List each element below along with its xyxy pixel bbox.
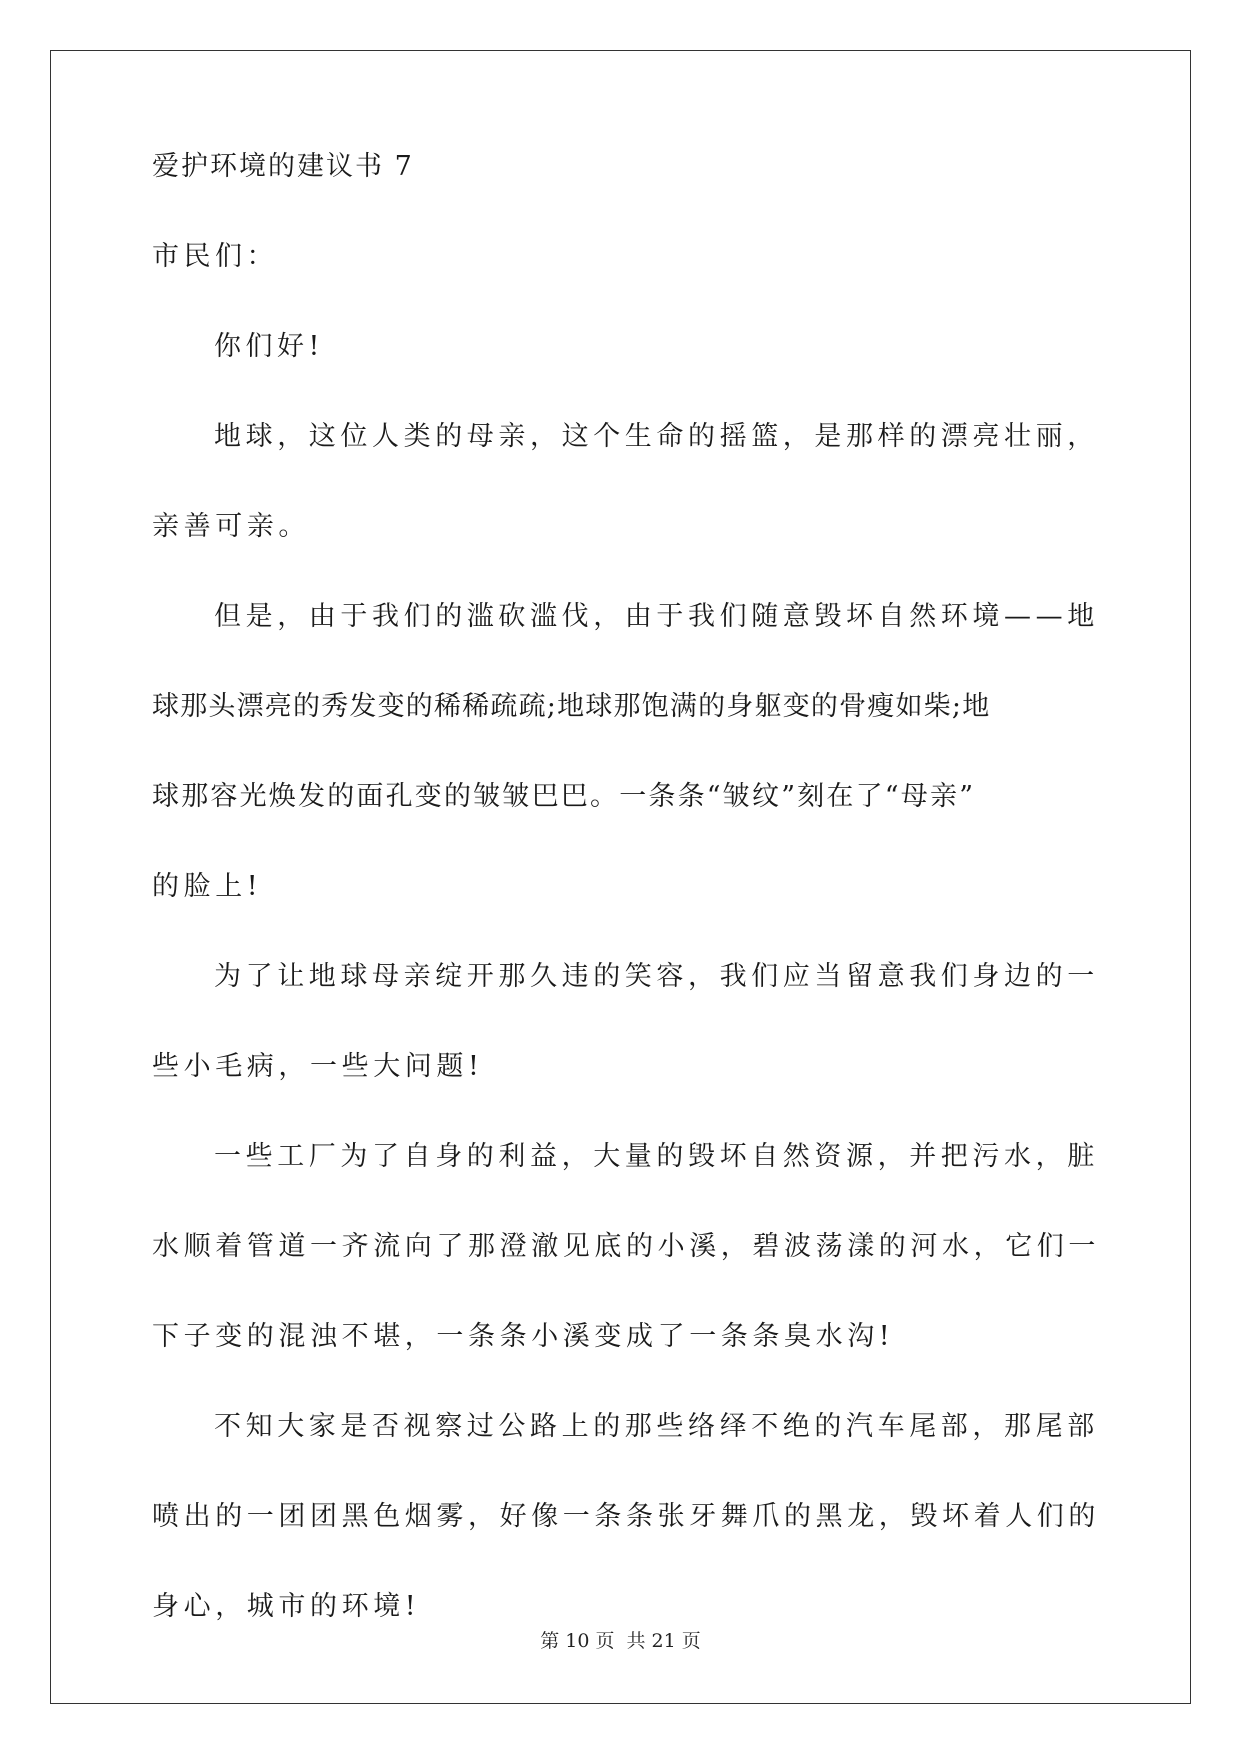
page-total: 共 21 页: [626, 1630, 701, 1652]
paragraph-line: 亲善可亲。: [152, 511, 310, 542]
paragraph-line: 水顺着管道一齐流向了那澄澈见底的小溪，碧波荡漾的河水，它们一: [152, 1231, 1100, 1262]
paragraph-line: 不知大家是否视察过公路上的那些络绎不绝的汽车尾部，那尾部: [214, 1411, 1099, 1442]
paragraph-line: 些小毛病，一些大问题!: [152, 1051, 484, 1082]
page-number: 第 10 页: [540, 1630, 615, 1652]
paragraph-5: [152, 1382, 1100, 1652]
salutation: 市民们：: [152, 241, 278, 272]
paragraph-line: 地球，这位人类的母亲，这个生命的摇篮，是那样的漂亮壮丽，: [214, 421, 1099, 452]
paragraph-line: 但是，由于我们的滥砍滥伐，由于我们随意毁坏自然环境——地: [214, 601, 1099, 632]
greeting: 你们好!: [214, 331, 324, 362]
paragraph-line: 球那头漂亮的秀发变的稀稀疏疏;地球那饱满的身躯变的骨瘦如柴;地: [152, 691, 991, 722]
paragraph-1: [152, 392, 1099, 572]
paragraph-2: [152, 572, 1099, 932]
paragraph-line: 喷出的一团团黑色烟雾，好像一条条张牙舞爪的黑龙，毁坏着人们的: [152, 1501, 1100, 1532]
paragraph-line: 球那容光焕发的面孔变的皱皱巴巴。一条条“皱纹”刻在了“母亲”: [152, 781, 976, 812]
paragraph-4: [152, 1112, 1100, 1382]
paragraph-line: 为了让地球母亲绽开那久违的笑容，我们应当留意我们身边的一: [214, 961, 1099, 992]
paragraph-line: 的脸上!: [152, 871, 263, 902]
document-body: [152, 122, 1100, 1652]
page-footer: [0, 1626, 1241, 1653]
document-title: 爱护环境的建议书 7: [152, 151, 414, 182]
paragraph-line: 身心，城市的环境!: [152, 1591, 421, 1622]
paragraph-line: 下子变的混浊不堪，一条条小溪变成了一条条臭水沟!: [152, 1321, 895, 1352]
paragraph-3: [152, 932, 1099, 1112]
paragraph-line: 一些工厂为了自身的利益，大量的毁坏自然资源，并把污水，脏: [214, 1141, 1099, 1172]
